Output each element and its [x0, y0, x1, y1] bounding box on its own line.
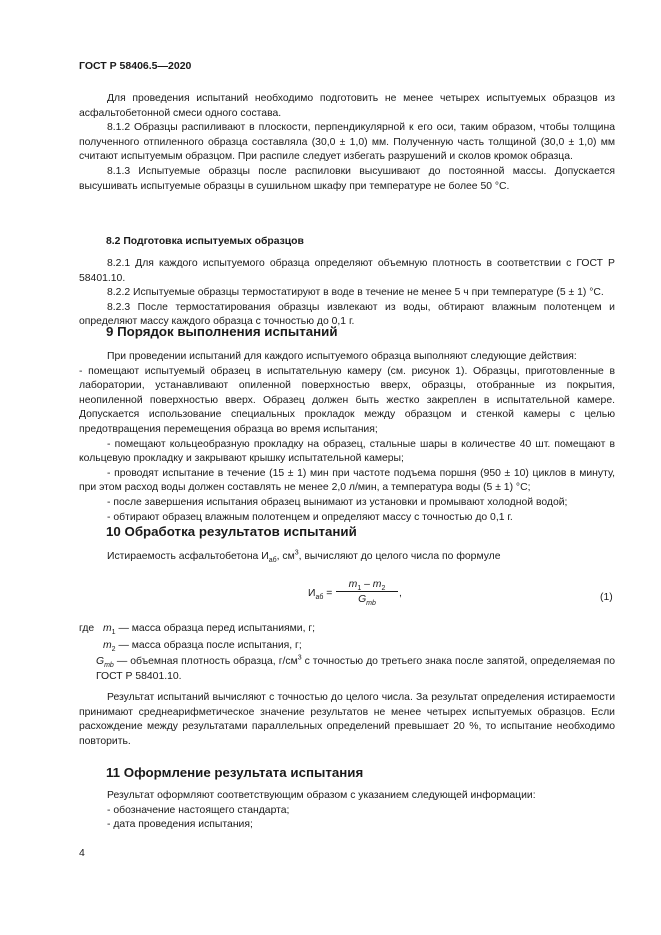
section-heading-10: 10 Обработка результатов испытаний	[106, 524, 357, 539]
section-heading-11: 11 Оформление результата испытания	[106, 765, 364, 780]
intro-sub: аб	[268, 557, 277, 565]
section-10-intro	[107, 550, 607, 565]
paragraph-8-2-2: 8.2.2 Испытуемые образцы термостатируют в воде в течение не менее 5 ч при температуре (5 ± 1) °С.	[107, 287, 604, 299]
paragraph-8-2-3: 8.2.3 После термостатирования образцы извлекают из воды, обтирают влажным полотенцем и определяют массу каждого образца с точностью до 0,1 г.	[79, 301, 615, 328]
section-11-text	[79, 789, 615, 833]
paragraph-intro: Результат оформляют соответствующим образом с указанием следующей информации:	[107, 790, 536, 801]
paragraph-intro: При проведении испытаний для каждого испытуемого образца выполняют следующие действия:	[107, 351, 577, 362]
paragraph: Для проведения испытаний необходимо подготовить не менее четырех испытуемых образцов из асфальтобетонной смеси одного состава.	[79, 93, 615, 119]
formula-comma: ,	[399, 588, 402, 599]
document-code: ГОСТ Р 58406.5—2020	[79, 60, 192, 72]
list-item: - обтирают образец влажным полотенцем и определяют массу с точностью до 0,1 г.	[107, 511, 513, 523]
fraction-denominator: $G_{mb}$	[358, 594, 376, 608]
paragraph-8-1-2: 8.1.2 Образцы распиливают в плоскости, перпендикулярной к его оси, таким образом, чтобы толщина полученного отпиленного образца составляла (30,0 ± 1,0) мм. Полученную часть толщиной (30,0 ± 1,0) мм считают испытуемым образцом. При распиле следует избегать разрушений и сколов кромок образца.	[79, 122, 615, 163]
page-number: 4	[79, 848, 85, 859]
intro-text: , см	[276, 551, 295, 562]
paragraph-8-2-1: 8.2.1 Для каждого испытуемого образца определяют объемную плотность в соответствии с ГОСТ Р 58401.10.	[79, 258, 615, 284]
section-8-2-text	[79, 257, 615, 330]
section-10-result	[79, 691, 615, 749]
definition-m2: $m_2$ — масса образца после испытания, г;	[103, 640, 302, 654]
subsection-heading-8-2: 8.2 Подготовка испытуемых образцов	[106, 236, 304, 247]
list-item: - проводят испытание в течение (15 ± 1) мин при частоте подъема поршня (950 ± 10) циклов в минуту, при этом расход воды должен составлять не менее 2,0 л/мин, а температура воды (5 ± 1) °С;	[79, 467, 615, 494]
formula-number: (1)	[600, 592, 613, 603]
intro-sup: 3	[294, 549, 299, 557]
paragraph-result: Результат испытаний вычисляют с точностью до целого числа. За результат определения истираемости принимают среднеарифметическое значение результатов не менее четырех испытуемых образцов. Если расхождение между результатами параллельных определений превышает 20 %, то испытание необходимо повторить.	[79, 692, 615, 747]
list-item: - помещают кольцеобразную прокладку на образец, стальные шары в количестве 40 шт. помещают в кольцевую прокладку и закрывают крышку испытательной камеры;	[79, 438, 615, 465]
formula-fraction	[336, 579, 398, 608]
list-item: - дата проведения испытания;	[107, 819, 253, 831]
intro-text: Истираемость асфальтобетона И	[107, 551, 269, 562]
formula-lhs: $И_{аб}$ =	[308, 588, 333, 602]
intro-text: , вычисляют до целого числа по формуле	[298, 551, 501, 562]
definition-m1: $m_1$ — масса образца перед испытаниями, г;	[103, 623, 316, 637]
list-item: - после завершения испытания образец вынимают из установки и промывают холодной водой;	[107, 496, 568, 508]
section-9-text	[79, 350, 615, 525]
where-label: где	[79, 623, 95, 634]
section-heading-9: 9 Порядок выполнения испытаний	[106, 324, 338, 339]
fraction-numerator: $m_1 - m_2$	[336, 579, 398, 592]
definition-gmb: $G_{mb}$ — объемная плотность образца, $г/см^3$ с точностью до третьего знака после запятой, определяемая по ГОСТ Р 58401.10.	[96, 654, 616, 682]
list-item: - обозначение настоящего стандарта;	[107, 804, 290, 816]
paragraph-8-1-3: 8.1.3 Испытуемые образцы после распиловки высушивают до постоянной массы. Допускается высушивать испытуемые образцы в сушильном шкафу при температуре не более 50 °С.	[79, 165, 615, 192]
section-8-text	[79, 92, 615, 194]
list-item: - помещают испытуемый образец в испытательную камеру (см. рисунок 1). Образцы, приготовленные в лаборатории, устанавливают опиленной поверхностью вверх, образцы, отобранные из покрытия, неопиленной поверхностью вверх. Образец должен быть жестко закреплен в испытательной камере. Допускается использование специальных прокладок между образцом и стенкой камеры с целью предотвращения перемещения образца во время испытания;	[79, 365, 615, 435]
